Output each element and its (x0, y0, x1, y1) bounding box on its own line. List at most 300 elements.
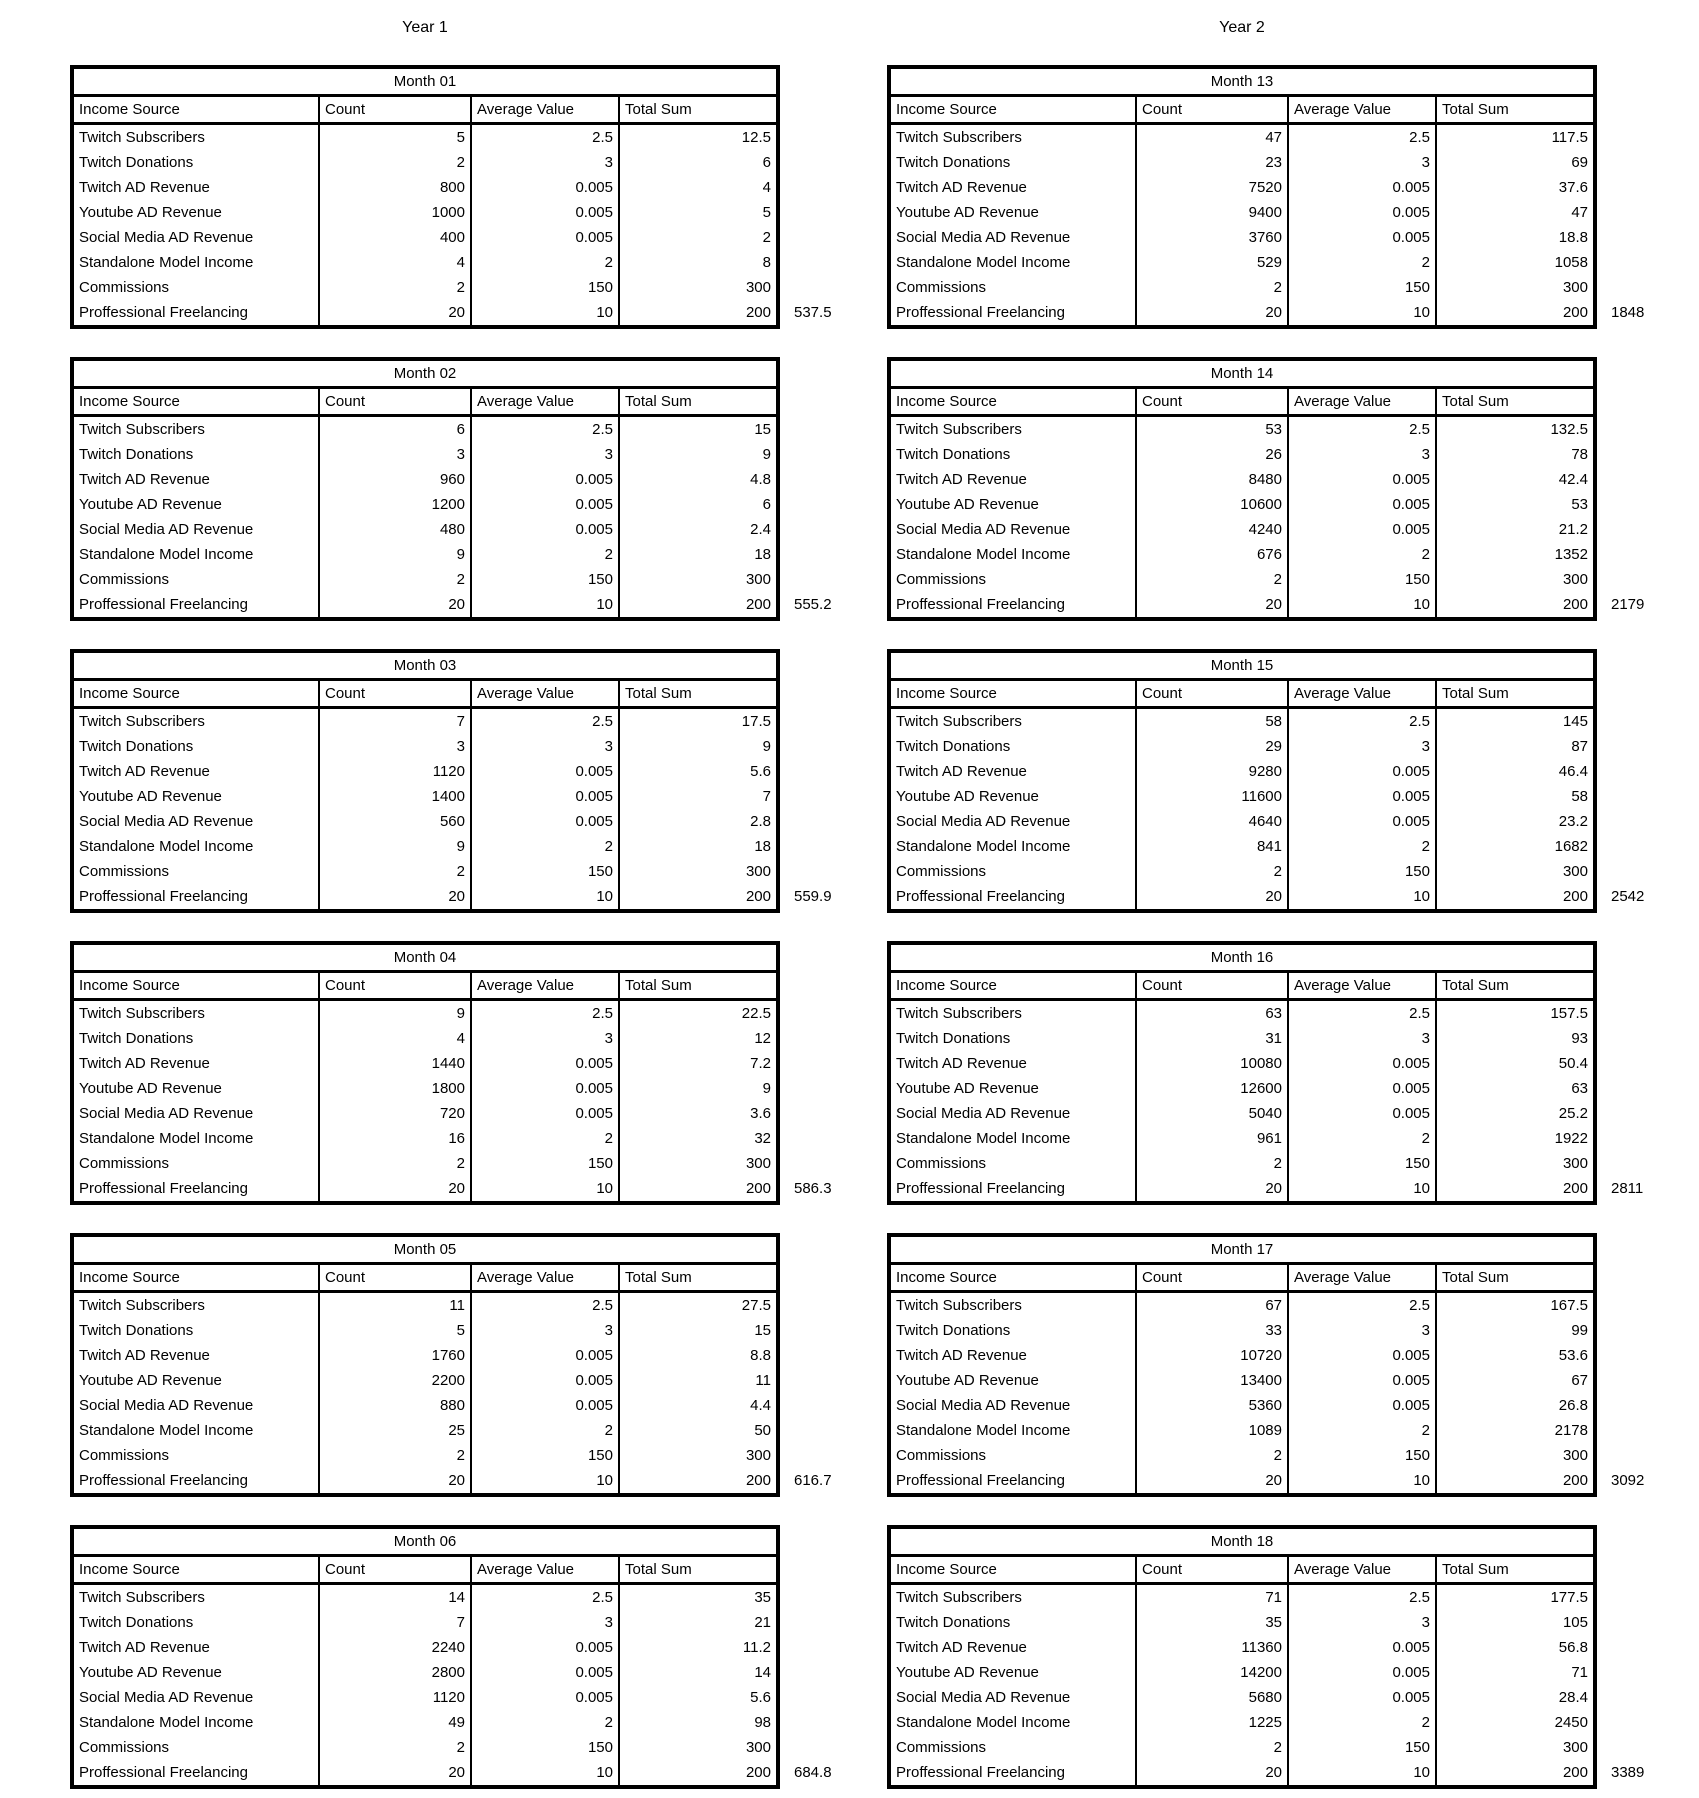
column-header-count: Count (318, 389, 470, 414)
total-sum-cell: 8.8 (618, 1343, 776, 1368)
avg-value-cell: 150 (1287, 1151, 1435, 1176)
column-header-income-source: Income Source (79, 393, 180, 410)
income-source-cell: Youtube AD Revenue (896, 1080, 1039, 1097)
total-sum-cell: 300 (618, 859, 776, 884)
income-source-cell: Youtube AD Revenue (79, 204, 222, 221)
table-row (891, 1393, 1593, 1418)
avg-value-cell: 0.005 (470, 759, 618, 784)
avg-value-cell: 2 (1287, 1710, 1435, 1735)
table-row (74, 1685, 776, 1710)
avg-value-cell: 10 (1287, 1468, 1435, 1493)
count-cell: 20 (1135, 592, 1287, 617)
table-row (891, 300, 1593, 325)
table-row (74, 417, 776, 442)
table-row (74, 884, 776, 909)
total-sum-cell: 9 (618, 442, 776, 467)
table-row (74, 467, 776, 492)
total-sum-cell: 200 (1435, 300, 1593, 325)
column-header-income-source: Income Source (896, 1269, 997, 1286)
count-cell: 13400 (1135, 1368, 1287, 1393)
total-sum-cell: 300 (1435, 859, 1593, 884)
income-source-cell: Commissions (896, 1739, 987, 1756)
avg-value-cell: 0.005 (1287, 1051, 1435, 1076)
month-total: 684.8 (794, 1764, 832, 1781)
column-header-count: Count (1135, 973, 1287, 998)
table-row (891, 1418, 1593, 1443)
total-sum-cell: 2 (618, 225, 776, 250)
count-cell: 49 (318, 1710, 470, 1735)
count-cell: 11600 (1135, 784, 1287, 809)
table-row (891, 1026, 1593, 1051)
total-sum-cell: 300 (1435, 275, 1593, 300)
count-cell: 1000 (318, 200, 470, 225)
count-cell: 3760 (1135, 225, 1287, 250)
total-sum-cell: 200 (618, 884, 776, 909)
count-cell: 67 (1135, 1293, 1287, 1318)
count-cell: 1120 (318, 1685, 470, 1710)
avg-value-cell: 10 (1287, 884, 1435, 909)
count-cell: 841 (1135, 834, 1287, 859)
income-source-cell: Twitch Subscribers (896, 1589, 1022, 1606)
column-header-total-sum: Total Sum (1435, 97, 1593, 122)
income-source-cell: Social Media AD Revenue (896, 521, 1071, 538)
month-table (70, 941, 832, 1205)
year-2-label: Year 2 (1219, 19, 1265, 36)
income-source-cell: Standalone Model Income (896, 838, 1071, 855)
table-row (74, 1468, 776, 1493)
total-sum-cell: 2178 (1435, 1418, 1593, 1443)
income-source-cell: Twitch Donations (79, 1322, 194, 1339)
avg-value-cell: 3 (1287, 442, 1435, 467)
avg-value-cell: 0.005 (1287, 1660, 1435, 1685)
count-cell: 960 (318, 467, 470, 492)
avg-value-cell: 10 (470, 1760, 618, 1785)
avg-value-cell: 2 (1287, 834, 1435, 859)
income-source-cell: Twitch Subscribers (79, 1297, 205, 1314)
total-sum-cell: 18 (618, 834, 776, 859)
income-source-cell: Proffessional Freelancing (79, 1764, 248, 1781)
count-cell: 3 (318, 442, 470, 467)
total-sum-cell: 2.4 (618, 517, 776, 542)
avg-value-cell: 0.005 (470, 200, 618, 225)
avg-value-cell: 0.005 (1287, 200, 1435, 225)
income-source-cell: Youtube AD Revenue (896, 496, 1039, 513)
month-title: Month 18 (891, 1529, 1593, 1557)
count-cell: 4640 (1135, 809, 1287, 834)
table-row (891, 1685, 1593, 1710)
count-cell: 400 (318, 225, 470, 250)
table-header-row (74, 1557, 776, 1585)
table-row (891, 467, 1593, 492)
avg-value-cell: 0.005 (1287, 467, 1435, 492)
count-cell: 7 (318, 709, 470, 734)
income-source-cell: Social Media AD Revenue (896, 1689, 1071, 1706)
month-table (887, 1233, 1645, 1497)
avg-value-cell: 0.005 (470, 1685, 618, 1710)
table-header-row (74, 1265, 776, 1293)
column-header-income-source: Income Source (896, 685, 997, 702)
income-source-cell: Social Media AD Revenue (79, 813, 254, 830)
avg-value-cell: 0.005 (1287, 809, 1435, 834)
table-row (74, 175, 776, 200)
table-row (74, 1418, 776, 1443)
total-sum-cell: 78 (1435, 442, 1593, 467)
income-source-cell: Twitch Subscribers (896, 129, 1022, 146)
avg-value-cell: 150 (470, 275, 618, 300)
count-cell: 480 (318, 517, 470, 542)
income-source-cell: Proffessional Freelancing (896, 596, 1065, 613)
income-source-cell: Twitch Donations (896, 1614, 1011, 1631)
income-source-cell: Twitch Donations (896, 154, 1011, 171)
income-source-cell: Proffessional Freelancing (79, 1472, 248, 1489)
avg-value-cell: 2.5 (470, 1585, 618, 1610)
income-source-cell: Commissions (79, 1739, 170, 1756)
table-row (74, 1443, 776, 1468)
count-cell: 1440 (318, 1051, 470, 1076)
table-row (891, 175, 1593, 200)
column-header-count: Count (1135, 1557, 1287, 1582)
income-source-cell: Commissions (79, 1155, 170, 1172)
total-sum-cell: 27.5 (618, 1293, 776, 1318)
income-source-cell: Standalone Model Income (896, 1714, 1071, 1731)
column-header-total-sum: Total Sum (1435, 389, 1593, 414)
count-cell: 47 (1135, 125, 1287, 150)
count-cell: 1120 (318, 759, 470, 784)
table-row (74, 1101, 776, 1126)
count-cell: 5 (318, 1318, 470, 1343)
avg-value-cell: 150 (470, 1151, 618, 1176)
month-title: Month 15 (891, 653, 1593, 681)
count-cell: 12600 (1135, 1076, 1287, 1101)
avg-value-cell: 150 (1287, 1735, 1435, 1760)
count-cell: 5360 (1135, 1393, 1287, 1418)
total-sum-cell: 300 (618, 567, 776, 592)
avg-value-cell: 10 (470, 1176, 618, 1201)
month-total: 2542 (1611, 888, 1645, 905)
table-row (891, 709, 1593, 734)
table-row (74, 834, 776, 859)
table-row (891, 1660, 1593, 1685)
month-title: Month 03 (74, 653, 776, 681)
table-row (891, 1293, 1593, 1318)
column-header-average-value: Average Value (470, 1265, 618, 1290)
count-cell: 26 (1135, 442, 1287, 467)
count-cell: 2800 (318, 1660, 470, 1685)
table-row (891, 859, 1593, 884)
column-header-average-value: Average Value (470, 389, 618, 414)
total-sum-cell: 15 (618, 1318, 776, 1343)
avg-value-cell: 10 (1287, 1760, 1435, 1785)
income-source-cell: Youtube AD Revenue (896, 1664, 1039, 1681)
count-cell: 2 (1135, 1443, 1287, 1468)
table-row (74, 150, 776, 175)
income-source-cell: Youtube AD Revenue (79, 788, 222, 805)
column-header-count: Count (318, 973, 470, 998)
month-table (887, 1525, 1645, 1789)
count-cell: 3 (318, 734, 470, 759)
total-sum-cell: 200 (618, 1176, 776, 1201)
avg-value-cell: 2.5 (470, 125, 618, 150)
count-cell: 20 (318, 884, 470, 909)
total-sum-cell: 12 (618, 1026, 776, 1051)
table-row (74, 1026, 776, 1051)
count-cell: 2 (1135, 1735, 1287, 1760)
count-cell: 25 (318, 1418, 470, 1443)
count-cell: 16 (318, 1126, 470, 1151)
column-header-count: Count (1135, 97, 1287, 122)
table-row (891, 1735, 1593, 1760)
count-cell: 5680 (1135, 1685, 1287, 1710)
income-source-cell: Youtube AD Revenue (79, 1372, 222, 1389)
total-sum-cell: 300 (1435, 567, 1593, 592)
total-sum-cell: 18.8 (1435, 225, 1593, 250)
total-sum-cell: 11.2 (618, 1635, 776, 1660)
total-sum-cell: 11 (618, 1368, 776, 1393)
count-cell: 33 (1135, 1318, 1287, 1343)
column-header-average-value: Average Value (1287, 1265, 1435, 1290)
column-header-total-sum: Total Sum (618, 1265, 776, 1290)
table-header-row (891, 681, 1593, 709)
income-source-cell: Standalone Model Income (896, 546, 1071, 563)
table-row (891, 1610, 1593, 1635)
column-header-total-sum: Total Sum (618, 97, 776, 122)
table-row (74, 250, 776, 275)
avg-value-cell: 2.5 (470, 1001, 618, 1026)
income-source-cell: Commissions (896, 1155, 987, 1172)
count-cell: 20 (318, 592, 470, 617)
table-row (891, 759, 1593, 784)
column-header-average-value: Average Value (1287, 97, 1435, 122)
count-cell: 20 (1135, 1176, 1287, 1201)
total-sum-cell: 14 (618, 1660, 776, 1685)
total-sum-cell: 26.8 (1435, 1393, 1593, 1418)
income-source-cell: Twitch Subscribers (79, 129, 205, 146)
count-cell: 2 (1135, 567, 1287, 592)
avg-value-cell: 150 (470, 567, 618, 592)
total-sum-cell: 21.2 (1435, 517, 1593, 542)
income-source-cell: Twitch Subscribers (79, 1589, 205, 1606)
month-total: 586.3 (794, 1180, 832, 1197)
column-header-count: Count (1135, 1265, 1287, 1290)
table-row (74, 1293, 776, 1318)
table-row (891, 442, 1593, 467)
table-row (891, 734, 1593, 759)
count-cell: 2240 (318, 1635, 470, 1660)
column-header-total-sum: Total Sum (618, 389, 776, 414)
total-sum-cell: 300 (618, 1151, 776, 1176)
total-sum-cell: 200 (618, 1760, 776, 1785)
table-row (74, 1126, 776, 1151)
table-row (891, 884, 1593, 909)
avg-value-cell: 2 (470, 1126, 618, 1151)
income-source-cell: Standalone Model Income (79, 254, 254, 271)
column-header-count: Count (318, 1265, 470, 1290)
count-cell: 2 (1135, 275, 1287, 300)
count-cell: 800 (318, 175, 470, 200)
table-row (74, 1635, 776, 1660)
avg-value-cell: 0.005 (1287, 1393, 1435, 1418)
table-row (891, 1368, 1593, 1393)
income-source-cell: Social Media AD Revenue (896, 1397, 1071, 1414)
total-sum-cell: 28.4 (1435, 1685, 1593, 1710)
total-sum-cell: 25.2 (1435, 1101, 1593, 1126)
count-cell: 23 (1135, 150, 1287, 175)
income-source-cell: Twitch AD Revenue (79, 471, 210, 488)
count-cell: 20 (1135, 300, 1287, 325)
table-header-row (891, 389, 1593, 417)
income-source-cell: Twitch AD Revenue (79, 1347, 210, 1364)
total-sum-cell: 200 (1435, 884, 1593, 909)
table-row (74, 1176, 776, 1201)
income-source-cell: Social Media AD Revenue (79, 1105, 254, 1122)
table-row (891, 1076, 1593, 1101)
month-title: Month 04 (74, 945, 776, 973)
total-sum-cell: 63 (1435, 1076, 1593, 1101)
year-column-1 (70, 0, 880, 1798)
avg-value-cell: 2 (1287, 1418, 1435, 1443)
table-row (74, 225, 776, 250)
count-cell: 7 (318, 1610, 470, 1635)
income-source-cell: Youtube AD Revenue (896, 1372, 1039, 1389)
table-row (891, 517, 1593, 542)
count-cell: 20 (1135, 1760, 1287, 1785)
income-source-cell: Proffessional Freelancing (79, 1180, 248, 1197)
table-row (891, 1101, 1593, 1126)
avg-value-cell: 0.005 (1287, 492, 1435, 517)
income-source-cell: Proffessional Freelancing (79, 304, 248, 321)
income-source-cell: Twitch Donations (896, 446, 1011, 463)
avg-value-cell: 10 (1287, 300, 1435, 325)
avg-value-cell: 2.5 (1287, 1293, 1435, 1318)
count-cell: 20 (1135, 884, 1287, 909)
column-header-income-source: Income Source (896, 393, 997, 410)
avg-value-cell: 2.5 (1287, 1001, 1435, 1026)
income-source-cell: Twitch Donations (79, 738, 194, 755)
table-header-row (891, 97, 1593, 125)
count-cell: 11 (318, 1293, 470, 1318)
avg-value-cell: 150 (470, 859, 618, 884)
count-cell: 58 (1135, 709, 1287, 734)
avg-value-cell: 2 (470, 834, 618, 859)
income-source-cell: Twitch AD Revenue (896, 1639, 1027, 1656)
table-row (74, 200, 776, 225)
income-source-cell: Proffessional Freelancing (79, 596, 248, 613)
total-sum-cell: 2450 (1435, 1710, 1593, 1735)
table-row (74, 300, 776, 325)
income-source-cell: Commissions (896, 1447, 987, 1464)
table-row (891, 834, 1593, 859)
income-source-cell: Standalone Model Income (79, 1130, 254, 1147)
income-source-cell: Twitch Donations (79, 154, 194, 171)
table-header-row (74, 97, 776, 125)
total-sum-cell: 50.4 (1435, 1051, 1593, 1076)
table-row (891, 784, 1593, 809)
column-header-average-value: Average Value (1287, 973, 1435, 998)
avg-value-cell: 2 (1287, 1126, 1435, 1151)
income-source-cell: Social Media AD Revenue (79, 521, 254, 538)
count-cell: 2 (318, 859, 470, 884)
total-sum-cell: 157.5 (1435, 1001, 1593, 1026)
income-source-cell: Commissions (79, 1447, 170, 1464)
avg-value-cell: 0.005 (470, 492, 618, 517)
income-source-cell: Commissions (79, 279, 170, 296)
total-sum-cell: 200 (618, 1468, 776, 1493)
month-table (887, 649, 1645, 913)
table-row (891, 492, 1593, 517)
total-sum-cell: 23.2 (1435, 809, 1593, 834)
table-row (891, 1343, 1593, 1368)
count-cell: 2 (318, 150, 470, 175)
total-sum-cell: 22.5 (618, 1001, 776, 1026)
table-row (74, 492, 776, 517)
avg-value-cell: 0.005 (470, 1393, 618, 1418)
total-sum-cell: 6 (618, 492, 776, 517)
table-row (891, 592, 1593, 617)
avg-value-cell: 0.005 (470, 1076, 618, 1101)
column-header-total-sum: Total Sum (1435, 681, 1593, 706)
avg-value-cell: 2.5 (1287, 1585, 1435, 1610)
month-table (887, 357, 1645, 621)
income-source-cell: Standalone Model Income (896, 254, 1071, 271)
column-header-average-value: Average Value (1287, 681, 1435, 706)
income-source-cell: Twitch Subscribers (79, 713, 205, 730)
table-row (74, 125, 776, 150)
total-sum-cell: 6 (618, 150, 776, 175)
total-sum-cell: 99 (1435, 1318, 1593, 1343)
table-header-row (891, 1265, 1593, 1293)
avg-value-cell: 2.5 (470, 709, 618, 734)
income-source-cell: Twitch Subscribers (896, 1297, 1022, 1314)
avg-value-cell: 2 (470, 542, 618, 567)
total-sum-cell: 200 (1435, 1468, 1593, 1493)
table-row (891, 150, 1593, 175)
income-source-cell: Twitch AD Revenue (79, 179, 210, 196)
avg-value-cell: 10 (470, 592, 618, 617)
table-row (891, 125, 1593, 150)
total-sum-cell: 7 (618, 784, 776, 809)
table-row (74, 1001, 776, 1026)
table-row (891, 1151, 1593, 1176)
column-header-count: Count (318, 97, 470, 122)
table-row (74, 1760, 776, 1785)
count-cell: 4 (318, 250, 470, 275)
count-cell: 10600 (1135, 492, 1287, 517)
table-row (891, 275, 1593, 300)
month-total: 616.7 (794, 1472, 832, 1489)
table-row (891, 567, 1593, 592)
table-row (891, 417, 1593, 442)
avg-value-cell: 3 (470, 734, 618, 759)
income-source-cell: Commissions (896, 279, 987, 296)
avg-value-cell: 10 (470, 300, 618, 325)
count-cell: 2 (1135, 859, 1287, 884)
column-header-income-source: Income Source (79, 685, 180, 702)
avg-value-cell: 2.5 (1287, 709, 1435, 734)
total-sum-cell: 5.6 (618, 759, 776, 784)
count-cell: 20 (318, 1760, 470, 1785)
column-header-income-source: Income Source (79, 977, 180, 994)
total-sum-cell: 300 (1435, 1151, 1593, 1176)
table-header-row (891, 973, 1593, 1001)
income-source-cell: Twitch Donations (79, 446, 194, 463)
table-row (891, 1443, 1593, 1468)
month-title: Month 14 (891, 361, 1593, 389)
income-source-cell: Twitch AD Revenue (896, 179, 1027, 196)
total-sum-cell: 18 (618, 542, 776, 567)
table-row (891, 1126, 1593, 1151)
table-row (74, 1610, 776, 1635)
income-source-cell: Social Media AD Revenue (896, 813, 1071, 830)
